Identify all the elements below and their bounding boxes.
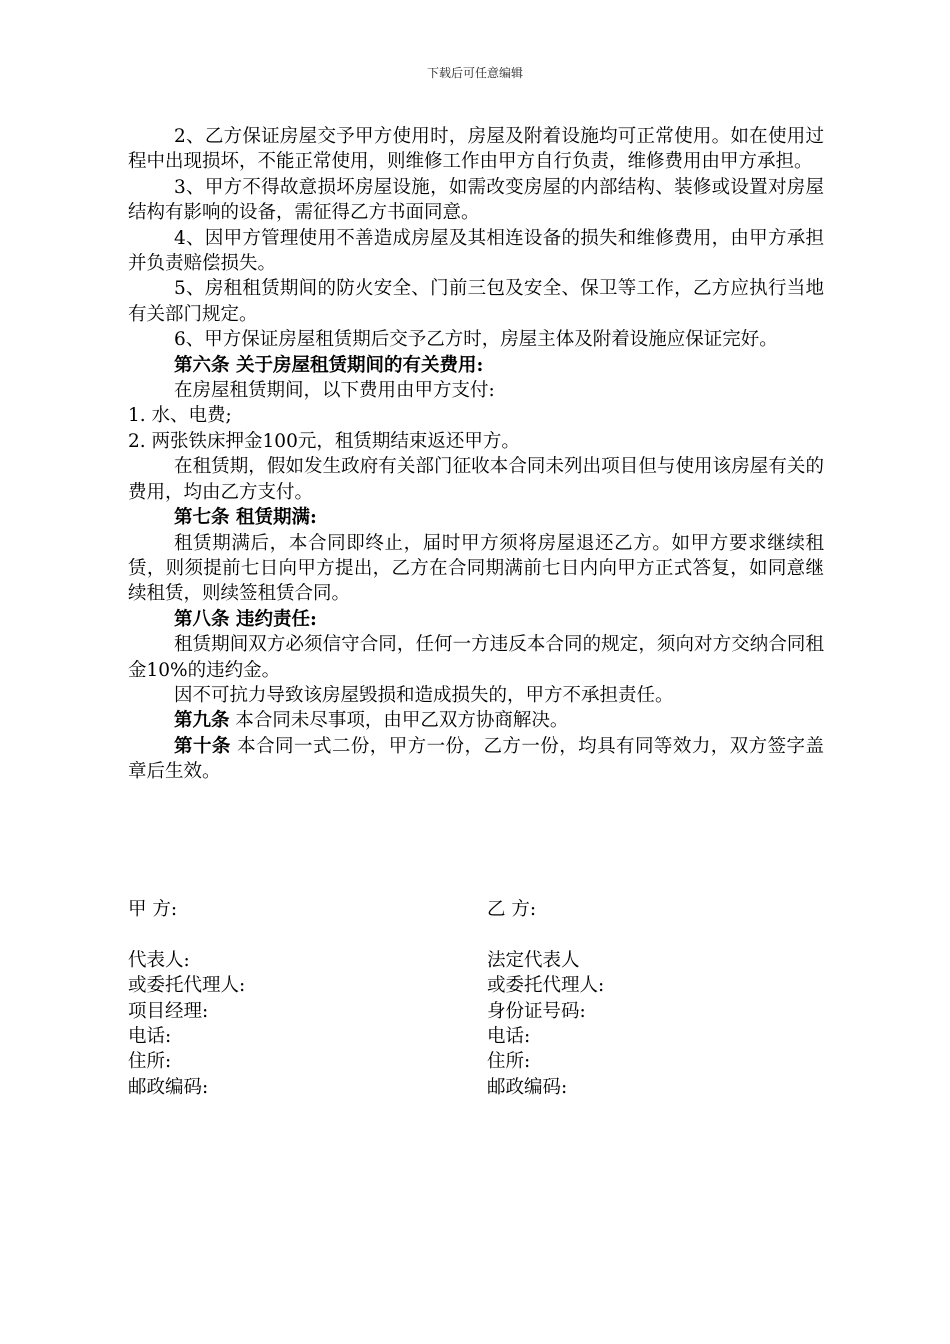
- article-7-text: 租赁期满后，本合同即终止，届时甲方须将房屋退还乙方。如甲方要求继续租赁，则须提前七日向甲方提出，乙方在合同期满前七日内向甲方正式答复，如同意继续租赁，则续签租赁合同。: [128, 532, 824, 605]
- party-a-phone: 电话:: [128, 1026, 172, 1048]
- party-b-agent: 或委托代理人:: [487, 975, 605, 997]
- article-10-label: 第十条: [174, 735, 231, 757]
- clause-4: 4、因甲方管理使用不善造成房屋及其相连设备的损失和维修费用，由甲方承担并负责赔偿损失。: [128, 227, 824, 275]
- article-6-heading: 第六条 关于房屋租赁期间的有关费用:: [174, 354, 484, 376]
- party-b-id-number: 身份证号码:: [487, 1000, 586, 1022]
- party-b-label: 乙 方:: [487, 899, 537, 920]
- contract-body: [128, 124, 824, 785]
- article-9-label: 第九条: [174, 710, 230, 732]
- party-a-label: 甲 方:: [128, 899, 178, 920]
- party-b-address: 住所:: [487, 1051, 531, 1073]
- article-8-text-1: 租赁期间双方必须信守合同，任何一方违反本合同的规定，须向对方交纳合同租金10%的违约金。: [128, 634, 824, 681]
- article-7-heading: 第七条 租赁期满:: [174, 507, 317, 529]
- article-6-intro: 在房屋租赁期间，以下费用由甲方支付:: [174, 380, 495, 402]
- article-8-text-2: 因不可抗力导致该房屋毁损和造成损失的，甲方不承担责任。: [174, 684, 674, 706]
- party-b-legal-representative: 法定代表人: [487, 949, 580, 971]
- clause-3: 3、甲方不得故意损坏房屋设施，如需改变房屋的内部结构、装修或设置对房屋结构有影响的设备，需征得乙方书面同意。: [128, 176, 824, 224]
- clause-5: 5、房租租赁期间的防火安全、门前三包及安全、保卫等工作，乙方应执行当地有关部门规定。: [128, 278, 824, 325]
- party-a-representative: 代表人:: [128, 949, 190, 971]
- article-8-heading: 第八条 违约责任:: [174, 608, 317, 630]
- party-a-agent: 或委托代理人:: [128, 975, 246, 997]
- fee-item-1: 1. 水、电费;: [128, 405, 232, 427]
- party-a-column: [128, 897, 245, 1100]
- party-b-phone: 电话:: [487, 1026, 531, 1048]
- article-9-text: 本合同未尽事项，由甲乙双方协商解决。: [229, 710, 569, 732]
- article-9: [128, 708, 824, 733]
- party-a-project-manager: 项目经理:: [128, 1000, 209, 1022]
- clause-6: 6、甲方保证房屋租赁期后交予乙方时，房屋主体及附着设施应保证完好。: [174, 329, 778, 351]
- party-a-postcode: 邮政编码:: [128, 1076, 209, 1098]
- article-10: [128, 734, 824, 785]
- clause-2: 2、乙方保证房屋交予甲方使用时，房屋及附着设施均可正常使用。如在使用过程中出现损坏，不能正常使用，则维修工作由甲方自行负责，维修费用由甲方承担。: [128, 126, 824, 173]
- fee-item-2: 2. 两张铁床押金100元，租赁期结束返还甲方。: [128, 430, 520, 452]
- party-b-postcode: 邮政编码:: [487, 1076, 568, 1098]
- party-b-column: [487, 897, 604, 1100]
- article-10-text: 本合同一式二份，甲方一份，乙方一份，均具有同等效力，双方签字盖章后生效。: [128, 735, 824, 783]
- party-a-address: 住所:: [128, 1051, 172, 1073]
- page-header: 下载后可任意编辑: [426, 66, 523, 80]
- article-6-note: 在租赁期，假如发生政府有关部门征收本合同未列出项目但与使用该房屋有关的费用，均由乙方支付。: [128, 456, 824, 503]
